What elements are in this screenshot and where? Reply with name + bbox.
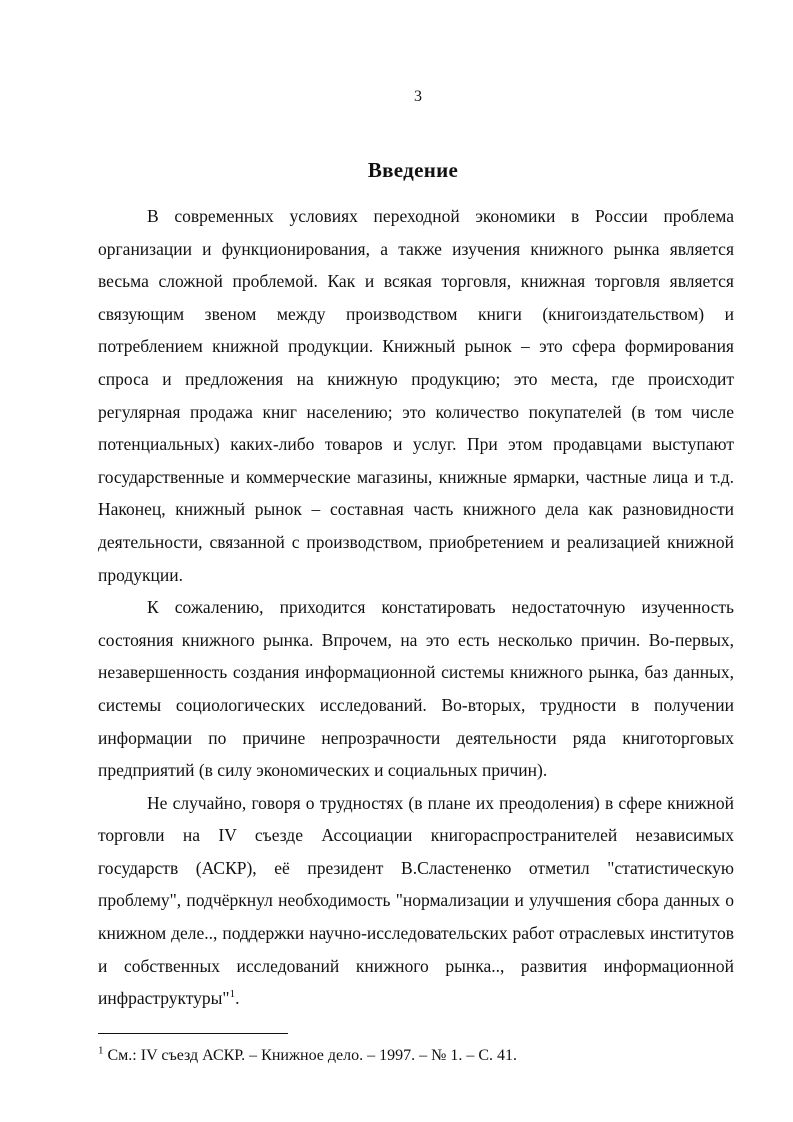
paragraph-3-text: Не случайно, говоря о трудностях (в плане их преодоления) в сфере книжной торговли на IV съезде Ассоциации книгораспространителей независимых государств (АСКР), её президент В.Сластененко отметил "статистическую проблему", подчёркнул необходимость "нормализации и улучшения сбора данных о книжном деле.., поддержки научно-исследовательских работ отраслевых институтов и собственных исследований книжного рынка.., развития информационной инфраструктуры" — [98, 792, 734, 1009]
paragraph-3-trailing: . — [235, 988, 240, 1009]
paragraph-1 — [98, 200, 734, 591]
body-text — [98, 200, 734, 1015]
footnote-text: См.: IV съезд АСКР. – Книжное дело. – 1997. – № 1. – С. 41. — [103, 1047, 518, 1064]
section-heading: Введение — [367, 158, 459, 182]
footnote-divider — [98, 1033, 288, 1034]
paragraph-3 — [98, 787, 734, 1015]
footnote-reference: 1 — [229, 988, 236, 1001]
footnote — [98, 1045, 734, 1067]
page-number: 3 — [414, 88, 422, 105]
paragraph-2-text: К сожалению, приходится констатировать недостаточную изученность состояния книжного рынка. Впрочем, на это есть несколько причин. Во-первых, незавершенность создания информационной системы книжного рынка, баз данных, системы социологических исследований. Во-вторых, трудности в получении информации по причине непрозрачности деятельности ряда книготорговых предприятий (в силу экономических и социальных причин). — [98, 597, 734, 781]
paragraph-1-text: В современных условиях переходной экономики в России проблема организации и функционирования, а также изучения книжного рынка является весьма сложной проблемой. Как и всякая торговля, книжная торговля является связующим звеном между производством книги (книгоиздательством) и потреблением книжной продукции. Книжный рынок – это сфера формирования спроса и предложения на книжную продукцию; это места, где происходит регулярная продажа книг населению; это количество покупателей (в том числе потенциальных) каких-либо товаров и услуг. При этом продавцами выступают государственные и коммерческие магазины, книжные ярмарки, частные лица и т.д. Наконец, книжный рынок – составная часть книжного дела как разновидности деятельности, связанной с производством, приобретением и реализацией книжной продукции. — [98, 206, 734, 585]
paragraph-2 — [98, 591, 734, 787]
footnote-marker: 1 — [98, 1044, 104, 1057]
